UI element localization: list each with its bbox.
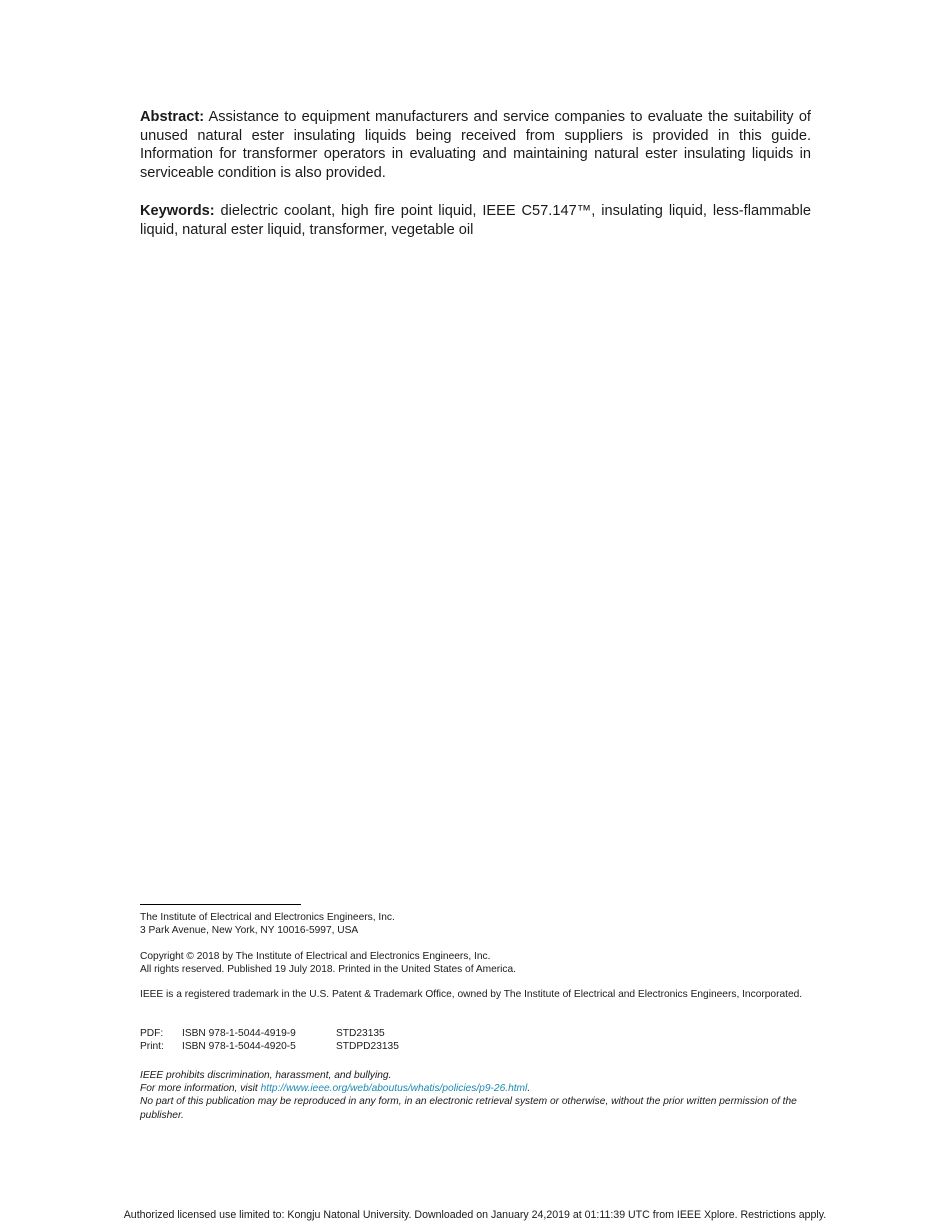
more-info-line bbox=[140, 1082, 820, 1095]
isbn-row-print bbox=[140, 1040, 820, 1053]
publisher-name: The Institute of Electrical and Electronics Engineers, Inc. bbox=[140, 912, 395, 923]
isbn-row-pdf bbox=[140, 1027, 820, 1040]
copyright-block bbox=[140, 950, 820, 976]
abstract-text: Assistance to equipment manufacturers and service companies to evaluate the suitability of unused natural ester insulating liquids being received from suppliers is provided in this guide. Information for transformer operators in evaluating and maintaining natural ester insulating liquids in serviceable condition is also provided. bbox=[140, 109, 811, 181]
policy-notice bbox=[140, 1069, 820, 1122]
publisher-block bbox=[140, 911, 820, 937]
isbn-format: Print: bbox=[140, 1041, 164, 1053]
isbn-format: PDF: bbox=[140, 1028, 164, 1039]
copyright-line: Copyright © 2018 by The Institute of Electrical and Electronics Engineers, Inc. bbox=[140, 951, 491, 962]
keywords-label: Keywords: bbox=[140, 203, 215, 219]
footnote-divider bbox=[140, 904, 301, 905]
keywords-text: dielectric coolant, high fire point liquid, IEEE C57.147™, insulating liquid, less-flammable liquid, natural ester liquid, transformer, vegetable oil bbox=[140, 203, 811, 238]
trademark-block bbox=[140, 988, 820, 1001]
isbn-code: STD23135 bbox=[336, 1028, 385, 1039]
more-info-prefix: For more information, visit bbox=[140, 1083, 261, 1095]
trademark-text: IEEE is a registered trademark in the U.S. Patent & Trademark Office, owned by The Institute of Electrical and Electronics Engineers, Incorporated. bbox=[140, 989, 803, 1000]
isbn-code: STDPD23135 bbox=[336, 1041, 399, 1053]
keywords-paragraph bbox=[140, 202, 811, 239]
rights-line: All rights reserved. Published 19 July 2018. Printed in the United States of America. bbox=[140, 964, 517, 976]
abstract-label: Abstract: bbox=[140, 109, 205, 125]
reproduction-notice: No part of this publication may be reproduced in any form, in an electronic retrieval system or otherwise, without the prior written permission of the publisher. bbox=[140, 1096, 797, 1121]
policy-line: IEEE prohibits discrimination, harassment, and bullying. bbox=[140, 1070, 392, 1081]
isbn-number: ISBN 978-1-5044-4920-5 bbox=[182, 1041, 296, 1053]
abstract-paragraph bbox=[140, 108, 811, 182]
isbn-block bbox=[140, 1027, 820, 1053]
more-info-suffix: . bbox=[527, 1083, 531, 1095]
license-footer: Authorized licensed use limited to: Kongju Natonal University. Downloaded on January 24,2019 at 01:11:39 UTC from IEEE Xplore. Restrictions apply. bbox=[123, 1209, 827, 1221]
isbn-number: ISBN 978-1-5044-4919-9 bbox=[182, 1028, 296, 1039]
publisher-address: 3 Park Avenue, New York, NY 10016-5997, USA bbox=[140, 925, 359, 937]
policy-link[interactable]: http://www.ieee.org/web/aboutus/whatis/policies/p9-26.html bbox=[260, 1083, 528, 1095]
